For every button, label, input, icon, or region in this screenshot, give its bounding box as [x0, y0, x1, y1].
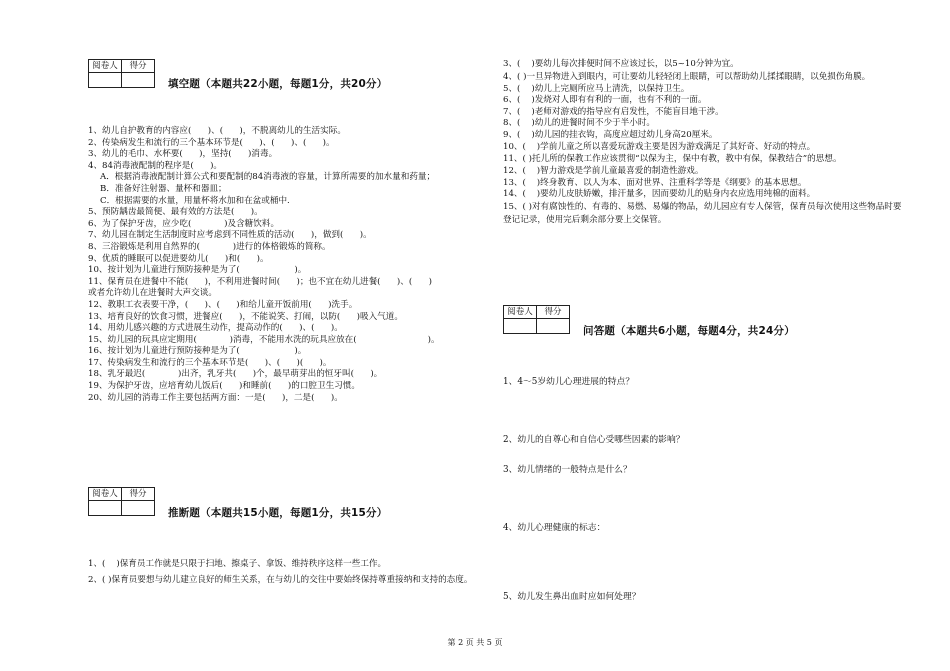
score-label: 得分: [537, 306, 570, 319]
judgment-item: 2、( )保育员要想与幼儿建立良好的师生关系，在与幼儿的交往中要始终保持尊重接纳和支持的态度。: [88, 574, 473, 585]
reviewer-label: 阅卷人: [89, 488, 122, 501]
qa-item: 2、幼儿的自尊心和自信心受哪些因素的影响？: [503, 435, 685, 445]
qa-item: 3、幼儿情绪的一般特点是什么？: [503, 465, 632, 475]
qa-title: 问答题（本题共6小题，每题4分，共24分）: [583, 325, 795, 337]
fill-item: 12、教职工衣表要干净，( )、( )和给儿童开饭前用( )洗手。: [88, 299, 358, 310]
score-label: 得分: [122, 488, 155, 501]
fill-item: 3、幼儿的毛巾、水杯要( )，坚持( )消毒。: [88, 149, 278, 160]
fill-item: 17、传染病发生和流行的三个基本环节是( )、( )( )。: [88, 357, 332, 368]
reviewer-label: 阅卷人: [504, 306, 537, 319]
fill-item: 4、84消毒液配制的程序是( )。: [88, 160, 223, 171]
judgment-list-right: [503, 59, 903, 227]
qa-item: 1、4～5岁幼儿心理进展的特点？: [503, 377, 635, 387]
fill-item: 8、三浴锻炼是利用自然界的( )进行的体格锻炼的简称。: [88, 241, 331, 252]
fill-option: C．根据需要的水量，用量杯将水加和在盆或桶中.: [100, 195, 290, 206]
score-cell: [122, 73, 155, 88]
score-box-judgment: [88, 487, 155, 516]
score-box-fill: [88, 59, 155, 88]
judgment-item: 11、( )托儿所的保教工作应该贯彻“以保为主，保中有教，教中有保，保教结合”的思想。: [503, 154, 842, 165]
fill-item: 2、传染病发生和流行的三个基本环节是( )、( )、( )。: [88, 137, 335, 148]
fill-item: 18、乳牙最迟( )出齐，乳牙共( )个，最早萌芽出的恒牙叫( )。: [88, 369, 383, 380]
score-cell: [537, 319, 570, 334]
qa-item: 4、幼儿心理健康的标志：: [503, 523, 606, 533]
fill-item: 5、预防龋齿最简便、最有效的方法是( )。: [88, 207, 263, 218]
fill-item-cont: 或者允许幼儿在进餐时大声交谈。: [88, 288, 217, 299]
judgment-title: 推断题（本题共15小题，每题1分，共15分）: [168, 507, 388, 519]
judgment-item: 7、( )老师对游戏的指导应有启发性，不能盲目地干涉。: [503, 106, 724, 117]
judgment-item: 13、( )终身教育、以人为本、面对世界、注重科学等是《纲要》的基本思想。: [503, 177, 807, 188]
fill-item: 16、按计划为儿童进行预防接种是为了( )。: [88, 346, 307, 357]
judgment-item: 3、( )要幼儿每次排便时间不应该过长，以5~10分钟为宜。: [503, 59, 739, 69]
reviewer-cell: [504, 319, 537, 334]
fill-item: 20、幼儿园的消毒工作主要包括两方面：一是( )，二是( )。: [88, 392, 343, 403]
judgment-list-left: [88, 559, 483, 587]
fill-option: B．准备好注射器、量杯和器皿；: [100, 183, 227, 194]
fill-item: 11、保育员在进餐中不能( )，不利用进餐时间( )；也不宜在幼儿进餐( )、( ): [88, 276, 432, 287]
score-box-qa: [503, 305, 570, 334]
reviewer-label: 阅卷人: [89, 60, 122, 73]
fill-item: 19、为保护牙齿，应培育幼儿饭后( )和睡前( )的口腔卫生习惯。: [88, 381, 360, 392]
judgment-item: 9、( )幼儿园的挂衣钩，高度应超过幼儿身高20厘米。: [503, 129, 718, 140]
fill-item: 6、为了保护牙齿，应少吃( )及含糖饮料。: [88, 218, 280, 229]
judgment-item: 12、( )智力游戏是学前儿童最喜爱的制造性游戏。: [503, 166, 704, 177]
fill-item: 10、按计划为儿童进行预防接种是为了( )。: [88, 265, 307, 276]
fill-item: 14、用幼儿感兴趣的方式进展生动作，提高动作的( )、( )。: [88, 323, 343, 334]
fill-blank-title: 填空题（本题共22小题，每题1分，共20分）: [168, 78, 388, 90]
judgment-item: 6、( )发烧对人即有有利的一面，也有不利的一面。: [503, 95, 707, 106]
judgment-item: 14、( )要幼儿皮肤娇嫩，排汗量多，因而要幼儿的贴身内衣应选用纯棉的面料。: [503, 189, 816, 200]
fill-item: 9、优质的睡眠可以促进要幼儿( )和( )。: [88, 253, 269, 264]
fill-item: 13、培育良好的饮食习惯，进餐应( )，不能说笑、打闹，以防( )吸入气道。: [88, 311, 403, 322]
fill-item: 1、幼儿自护教育的内容应( )、( )，不脱离幼儿的生活实际。: [88, 126, 346, 136]
score-cell: [122, 501, 155, 516]
fill-option: A．根据消毒液配制计算公式和要配制的84消毒液的容量，计算所需要的加水量和药量；: [100, 172, 436, 183]
reviewer-cell: [89, 501, 122, 516]
fill-item: 15、幼儿园的玩具应定期用( )消毒，不能用水洗的玩具应放在( )。: [88, 334, 440, 345]
fill-blank-list: [88, 126, 483, 404]
judgment-item: 5、( )幼儿上完厕所应马上清洗，以保持卫生。: [503, 83, 690, 94]
judgment-item: 15、( )对有腐蚀性的、有毒的、易燃、易爆的物品，幼儿园应有专人保管，保育员每次使用这些物品时要登记记录，使用完后剩余部分要上交保管。: [503, 201, 902, 225]
score-label: 得分: [122, 60, 155, 73]
judgment-item: 8、( )幼儿的进餐时间不少于半小时。: [503, 118, 656, 129]
judgment-item: 1、( )保育员工作就是只限于扫地、擦桌子、拿饭、维持秩序这样一些工作。: [88, 559, 387, 569]
judgment-item: 10、( )学前儿童之所以喜爱玩游戏主要是因为游戏满足了其好奇、好动的特点。: [503, 141, 816, 152]
fill-item: 7、幼儿园在制定生活制度时应考虑到不同性质的活动( )，做到( )。: [88, 230, 372, 241]
page-footer: 第 2 页 共 5 页: [447, 638, 503, 647]
reviewer-cell: [89, 73, 122, 88]
qa-item: 5、幼儿发生鼻出血时应如何处理？: [503, 592, 641, 602]
judgment-item: 4、( )一旦异物进入到眼内，可让要幼儿轻轻闭上眼睛，可以帮助幼儿揉揉眼睛，以免损伤角膜。: [503, 71, 871, 82]
